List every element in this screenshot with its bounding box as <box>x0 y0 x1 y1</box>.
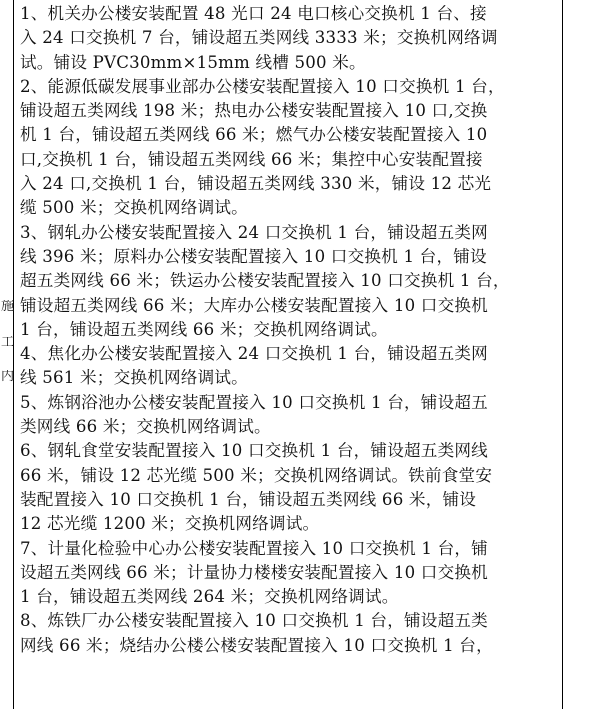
text-line: 8、炼铁厂办公楼安装配置接入 10 口交换机 1 台，铺设超五类 <box>20 611 488 631</box>
text-line: 线 396 米；原料办公楼安装配置接入 10 口交换机 1 台，铺设 <box>20 246 487 266</box>
left-label-fragment: 内 <box>1 370 14 384</box>
text-line: 12 芯光缆 1200 米；交换机网络调试。 <box>20 514 320 534</box>
content-cell <box>20 2 550 658</box>
text-line: 1、机关办公楼安装配置 48 光口 24 电口核心交换机 1 台、接 <box>20 4 487 23</box>
text-line: 口,交换机 1 台，铺设超五类网线 66 米；集控中心安装配置接 <box>20 149 483 169</box>
left-label-cell <box>0 0 14 709</box>
text-line: 入 24 口交换机 7 台，铺设超五类网线 3333 米；交换机网络调 <box>20 28 498 48</box>
text-line: 1 台，铺设超五类网线 66 米；交换机网络调试。 <box>20 319 388 339</box>
text-line: 缆 500 米；交换机网络调试。 <box>20 198 248 218</box>
text-line: 线 561 米；交换机网络调试。 <box>20 368 248 388</box>
left-label-fragment: 施 <box>1 300 14 314</box>
text-line: 4、焦化办公楼安装配置接入 24 口交换机 1 台，铺设超五类网 <box>20 344 488 364</box>
text-line: 7、计量化检验中心办公楼安装配置接入 10 口交换机 1 台，铺 <box>20 538 488 558</box>
text-line: 装配置接入 10 口交换机 1 台，铺设超五类网线 66 米，铺设 <box>20 489 477 509</box>
text-line: 1 台，铺设超五类网线 264 米；交换机网络调试。 <box>20 587 399 607</box>
text-line: 网线 66 米；烧结办公楼公楼安装配置接入 10 口交换机 1 台， <box>20 635 493 655</box>
text-line: 5、炼钢浴池办公楼安装配置接入 10 口交换机 1 台，铺设超五 <box>20 392 488 412</box>
text-line: 2、能源低碳发展事业部办公楼安装配置接入 10 口交换机 1 台， <box>20 76 505 96</box>
text-line: 铺设超五类网线 66 米；大库办公楼安装配置接入 10 口交换机 <box>20 295 488 315</box>
text-line: 试。铺设 PVC30mm×15mm 线槽 500 米。 <box>20 52 366 72</box>
text-line: 3、钢轧办公楼安装配置接入 24 口交换机 1 台，铺设超五类网 <box>20 222 488 242</box>
right-empty-cell <box>563 0 615 709</box>
text-line: 铺设超五类网线 198 米；热电办公楼安装配置接入 10 口,交换 <box>20 101 488 121</box>
text-line: 设超五类网线 66 米；计量协力楼楼安装配置接入 10 口交换机 <box>20 562 488 582</box>
left-label-fragment: 工 <box>1 336 14 350</box>
text-line: 入 24 口,交换机 1 台，铺设超五类网线 330 米，铺设 12 芯光 <box>20 174 492 194</box>
text-line: 类网线 66 米；交换机网络调试。 <box>20 417 271 437</box>
text-line: 6、钢轧食堂安装配置接入 10 口交换机 1 台，铺设超五类网线 <box>20 441 488 461</box>
text-line: 66 米，铺设 12 芯光缆 500 米；交换机网络调试。铁前食堂安 <box>20 465 493 485</box>
text-line: 超五类网线 66 米；铁运办公楼安装配置接入 10 口交换机 1 台， <box>20 271 510 291</box>
text-line: 机 1 台，铺设超五类网线 66 米；燃气办公楼安装配置接入 10 <box>20 125 488 145</box>
